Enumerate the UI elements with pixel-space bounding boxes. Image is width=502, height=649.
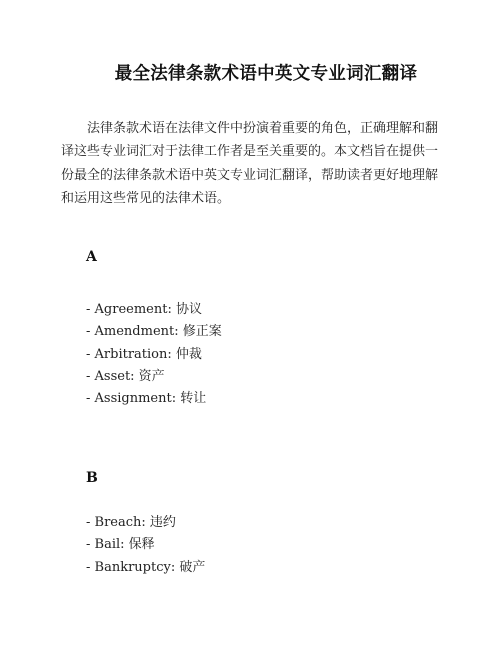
section-heading-b: B xyxy=(86,470,98,486)
intro-line: 份最全的法律条款术语中英文专业词汇翻译，帮助读者更好地理解 xyxy=(61,167,439,183)
term-item: - Amendment: 修正案 xyxy=(86,324,222,340)
term-item: - Bail: 保释 xyxy=(86,537,155,553)
term-item: - Agreement: 协议 xyxy=(86,302,202,317)
term-item: - Arbitration: 仲裁 xyxy=(86,346,202,362)
term-item: - Assignment: 转让 xyxy=(86,391,207,407)
term-item: - Bankruptcy: 破产 xyxy=(86,559,206,575)
term-item: - Breach: 违约 xyxy=(86,515,176,530)
intro-line: 译这些专业词汇对于法律工作者是至关重要的。本文档旨在提供一 xyxy=(61,144,439,160)
term-list-a xyxy=(86,299,222,410)
term-list-b xyxy=(86,512,205,579)
intro-line: 法律条款术语在法律文件中扮演着重要的角色，正确理解和翻 xyxy=(87,121,439,136)
intro-line: 和运用这些常见的法律术语。 xyxy=(61,190,231,206)
section-heading-a: A xyxy=(86,249,97,265)
document-title: 最全法律条款术语中英文专业词汇翻译 xyxy=(114,64,418,84)
term-item: - Asset: 资产 xyxy=(86,368,165,384)
intro-paragraph xyxy=(61,117,445,210)
